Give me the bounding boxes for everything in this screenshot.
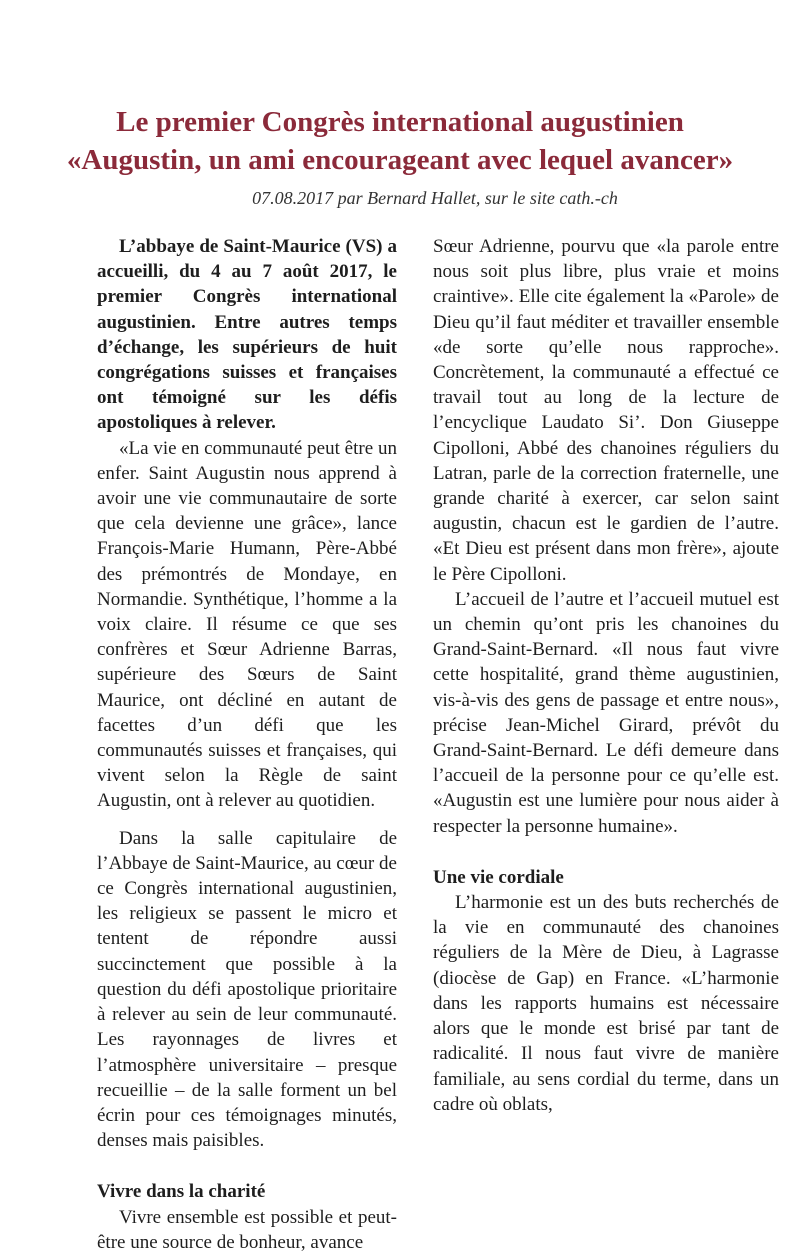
- text-column-right: [433, 234, 779, 1117]
- section-subheading: Vivre dans la charité: [97, 1181, 266, 1203]
- body-paragraph: L’harmonie est un des buts recherchés de la vie en communauté des chanoines réguliers de la Mère de Dieu, à Lagrasse (diocèse de Gap) en France. «L’harmonie dans les rapports humains est nécessaire alors que le monde est brisé par tant de radicalité. Il nous faut vivre de manière familiale, au sens cordial du terme, dans un cadre où oblats,: [433, 892, 779, 1115]
- section-subheading: Une vie cordiale: [433, 866, 564, 888]
- lead-paragraph: L’abbaye de Saint-Maurice (VS) a accueilli, du 4 au 7 août 2017, le premier Congrès international augustinien. Entre autres temps d’échange, les supérieurs de huit congrégations suisses et françaises ont témoigné sur les défis apostoliques à relever.: [97, 236, 397, 434]
- article-byline: 07.08.2017 par Bernard Hallet, sur le site cath.-ch: [252, 188, 618, 208]
- text-column-left: [97, 234, 397, 1255]
- body-paragraph: L’accueil de l’autre et l’accueil mutuel est un chemin qu’ont pris les chanoines du Grand-Saint-Bernard. «Il nous faut vivre cette hospitalité, grand thème augustinien, vis-à-vis des gens de passage et entre nous», précise Jean-Michel Girard, prévôt du Grand-Saint-Bernard. Le défi demeure dans l’accueil de la personne pour ce qu’elle est. «Augustin est une lumière pour nous aider à respecter la personne humaine».: [433, 588, 779, 837]
- body-paragraph: Vivre ensemble est possible et peut-être une source de bonheur, avance: [97, 1206, 397, 1253]
- article-title-line1: Le premier Congrès international augustinien: [116, 106, 684, 138]
- body-paragraph: Sœur Adrienne, pourvu que «la parole entre nous soit plus libre, plus vraie et moins craintive». Elle cite également la «Parole» de Dieu qu’il faut méditer et travailler ensemble «de sorte qu’elle nous rapproche». Concrètement, la communauté a effectué ce travail tout au long de la lecture de l’encyclique Laudato Si’. Don Giuseppe Cipolloni, Abbé des chanoines réguliers du Latran, parle de la correction fraternelle, une grande charité à exercer, car selon saint augustin, chacun est le gardien de l’autre. «Et Dieu est présent dans mon frère», ajoute le Père Cipolloni.: [433, 236, 779, 585]
- body-paragraph: «La vie en communauté peut être un enfer. Saint Augustin nous apprend à avoir une vie communautaire de sorte que cela devienne une grâce», lance François-Marie Humann, Père-Abbé des prémontrés de Mondaye, en Normandie. Synthétique, l’homme a la voix claire. Il résume ce que ses confrères et Sœur Adrienne Barras, supérieure des Sœurs de Saint Maurice, ont décliné en autant de facettes d’un défi que les communautés suisses et françaises, qui vivent selon la Règle de saint Augustin, ont à relever au quotidien.: [97, 437, 397, 812]
- body-paragraph: Dans la salle capitulaire de l’Abbaye de Saint-Maurice, au cœur de ce Congrès international augustinien, les religieux se passent le micro et tentent de répondre aussi succinctement que possible à la question du défi apostolique prioritaire à relever au sein de leur communauté. Les rayonnages de livres et l’atmosphère universitaire – presque recueillie – de la salle forment un bel écrin pour ces témoignages minutés, denses mais paisibles.: [97, 827, 397, 1152]
- article-title-line2: «Augustin, un ami encourageant avec lequel avancer»: [66, 144, 734, 176]
